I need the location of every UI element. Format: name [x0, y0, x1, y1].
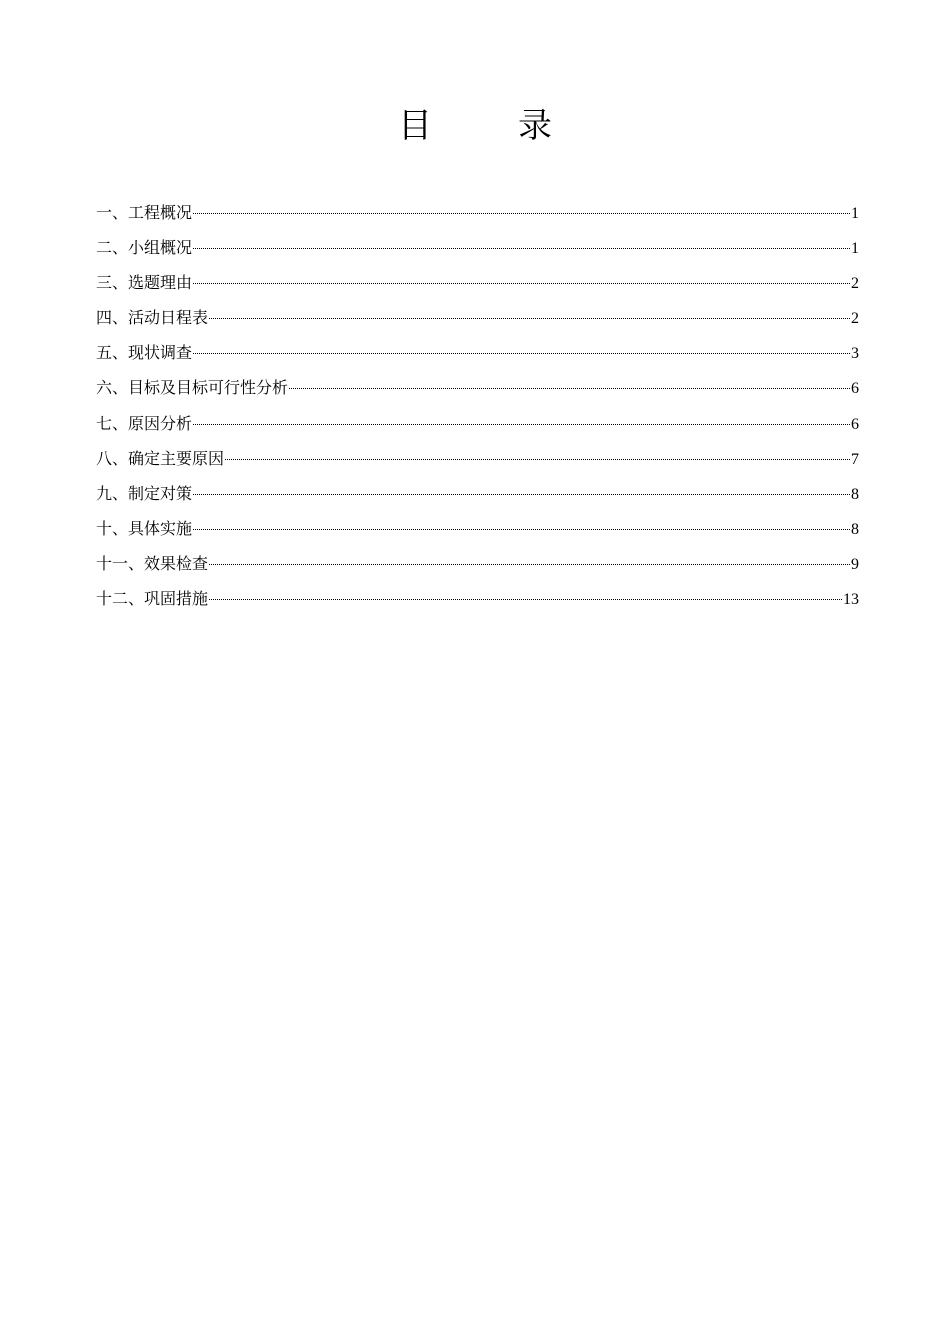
toc-entry-label: 七、原因分析 [96, 413, 193, 433]
toc-entry[interactable] [96, 581, 859, 616]
toc-entry[interactable] [96, 476, 859, 511]
toc-page-number: 6 [851, 380, 859, 398]
toc-page-number: 2 [851, 310, 859, 328]
toc-entry-label: 四、活动日程表 [96, 308, 209, 328]
toc-entry[interactable] [96, 300, 859, 335]
toc-entry-label: 九、制定对策 [96, 483, 193, 503]
toc-entry-label: 二、小组概况 [96, 238, 193, 258]
toc-entry-label: 十、具体实施 [96, 518, 193, 538]
toc-entry[interactable] [96, 195, 859, 230]
toc-entry-label: 十二、巩固措施 [96, 589, 209, 609]
toc-entry[interactable] [96, 406, 859, 441]
toc-page-number: 7 [851, 450, 859, 468]
toc-dot-leader [193, 529, 850, 530]
toc-entry-label: 十一、效果检查 [96, 553, 209, 573]
toc-dot-leader [209, 564, 850, 565]
toc-entry-label: 八、确定主要原因 [96, 448, 225, 468]
title-char-2: 录 [518, 106, 552, 146]
toc-dot-leader [193, 283, 850, 284]
toc-dot-leader [209, 318, 850, 319]
toc-page-number: 2 [851, 275, 859, 293]
toc-dot-leader [209, 599, 842, 600]
toc-entry[interactable] [96, 265, 859, 300]
toc-dot-leader [289, 388, 850, 389]
toc-entry[interactable] [96, 546, 859, 581]
toc-page-number: 8 [851, 520, 859, 538]
page-title [0, 104, 950, 148]
toc-dot-leader [193, 494, 850, 495]
toc-dot-leader [193, 424, 850, 425]
toc-page-number: 13 [843, 591, 859, 609]
toc-dot-leader [193, 213, 850, 214]
toc-entry[interactable] [96, 230, 859, 265]
toc-entry[interactable] [96, 441, 859, 476]
title-char-1: 目 [398, 106, 432, 146]
toc-page-number: 9 [851, 555, 859, 573]
toc-entry-label: 六、目标及目标可行性分析 [96, 378, 289, 398]
toc-entry[interactable] [96, 335, 859, 370]
toc-entry-label: 五、现状调查 [96, 343, 193, 363]
toc-entry-label: 三、选题理由 [96, 273, 193, 293]
toc-entry[interactable] [96, 511, 859, 546]
toc-page-number: 8 [851, 485, 859, 503]
toc-page-number: 3 [851, 345, 859, 363]
toc-entry[interactable] [96, 370, 859, 405]
toc-page-number: 6 [851, 415, 859, 433]
toc-page-number: 1 [851, 205, 859, 222]
toc-dot-leader [193, 353, 850, 354]
toc-dot-leader [225, 459, 850, 460]
table-of-contents [96, 195, 859, 616]
toc-dot-leader [193, 248, 850, 249]
toc-page-number: 1 [851, 240, 859, 258]
toc-entry-label: 一、工程概况 [96, 203, 193, 222]
